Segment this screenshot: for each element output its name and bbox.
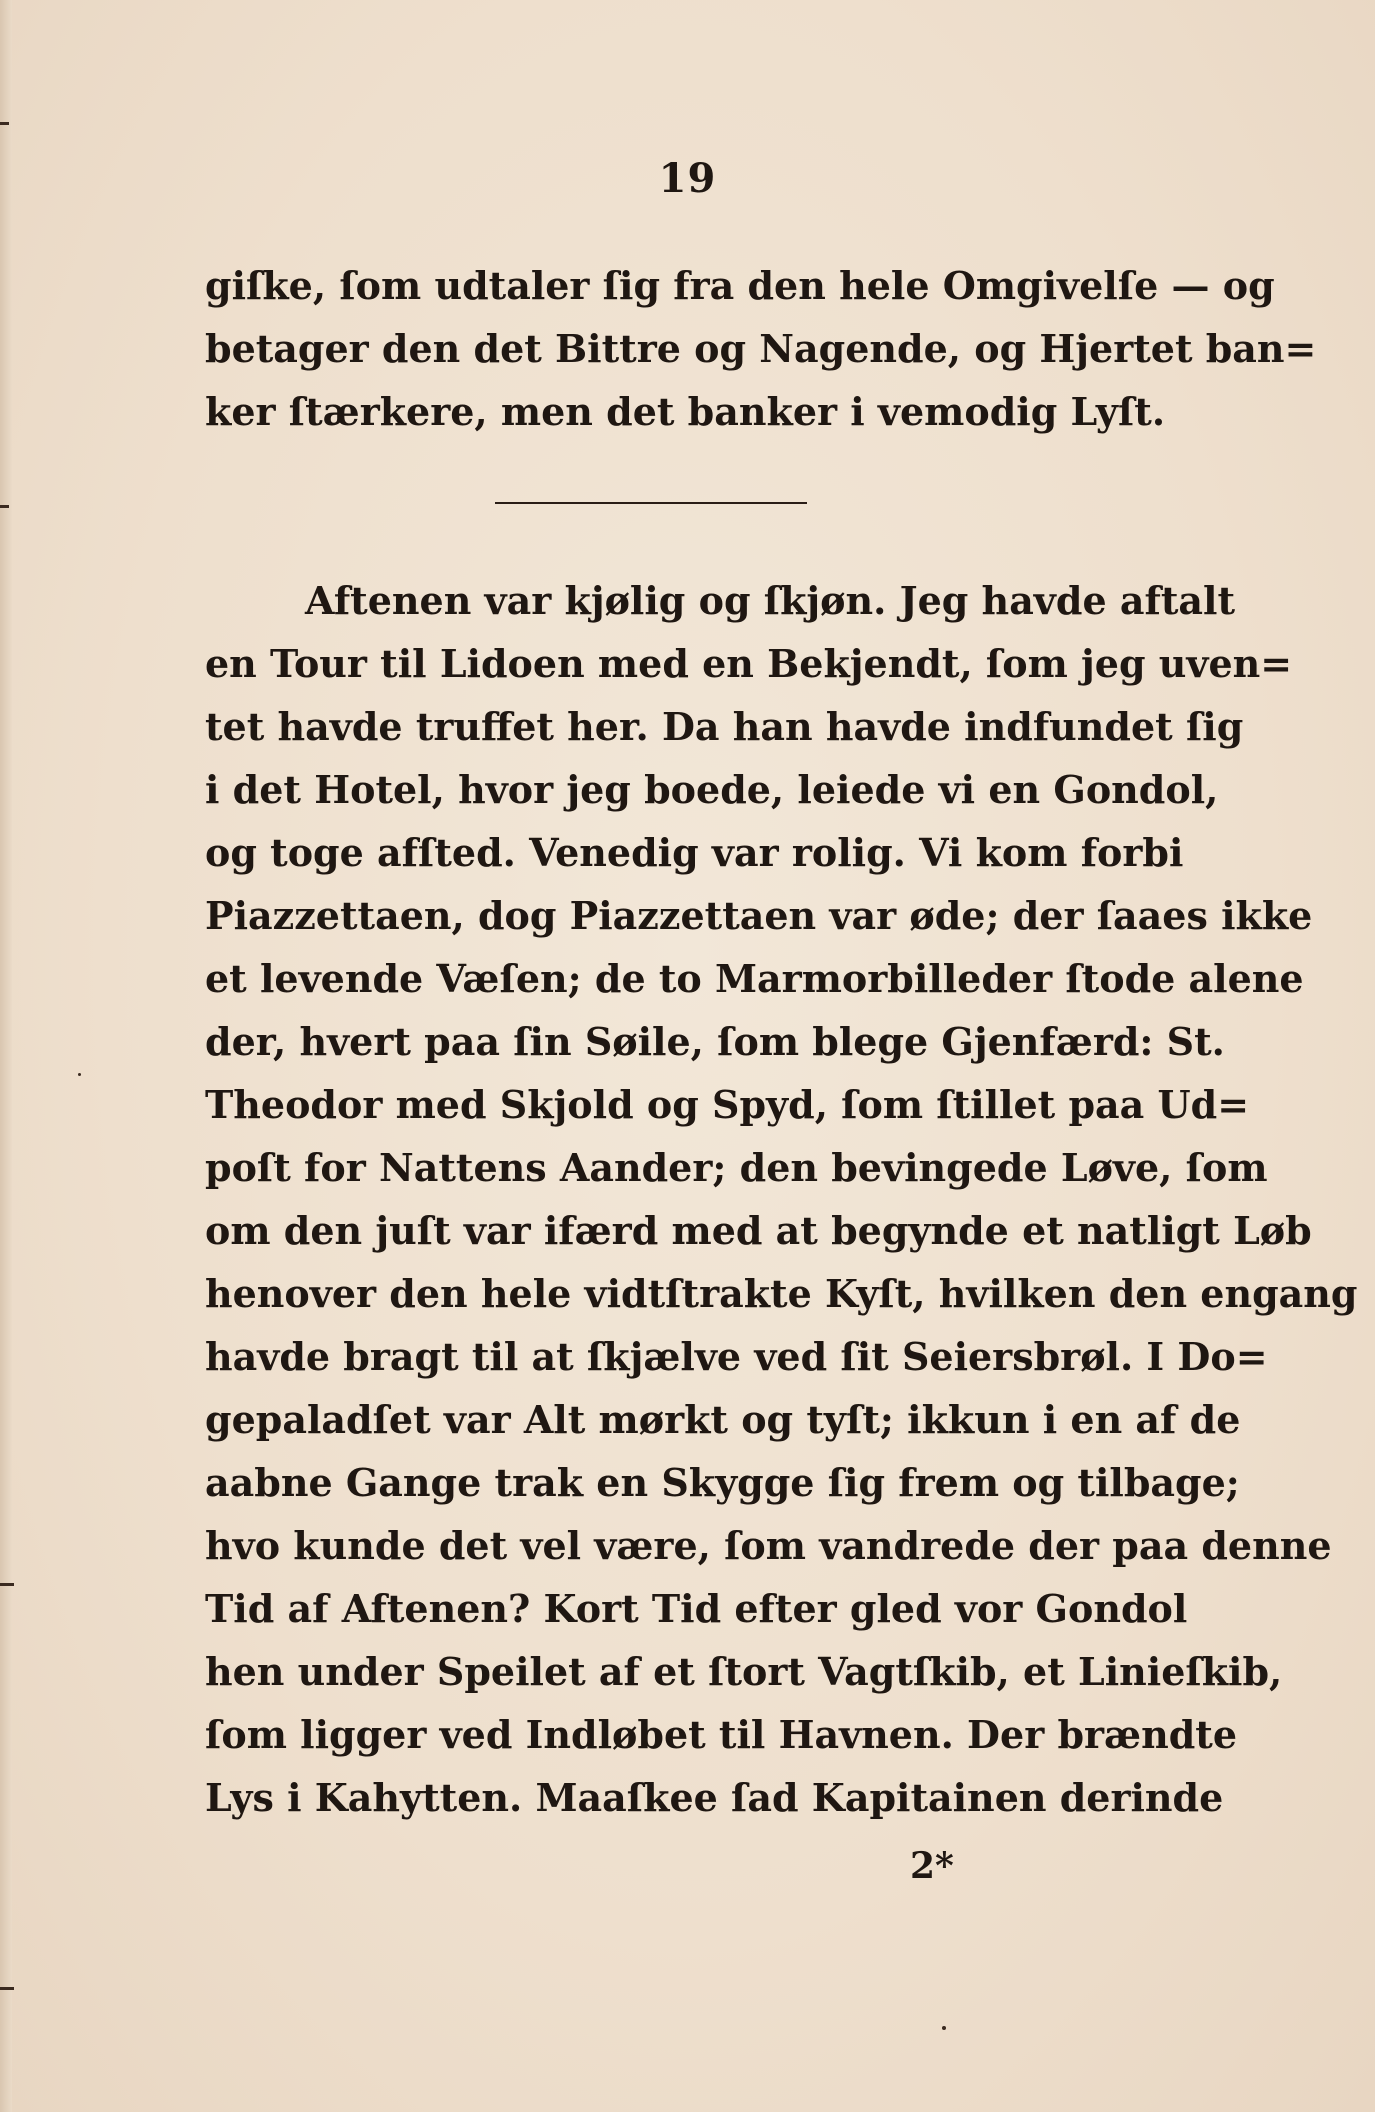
text-line: aabne Gange trak en Skygge ſig frem og tilbage;	[205, 1460, 1240, 1505]
text-line: tet havde truffet her. Da han havde indfundet ſig	[205, 704, 1244, 749]
text-line: poſt for Nattens Aander; den bevingede Løve, ſom	[205, 1145, 1268, 1190]
edge-mark	[0, 1583, 14, 1586]
text-line: Aftenen var kjølig og ſkjøn. Jeg havde aftalt	[305, 578, 1235, 623]
signature-mark: 2*	[910, 1845, 954, 1887]
text-line: i det Hotel, hvor jeg boede, leiede vi en Gondol,	[205, 767, 1219, 812]
text-line: gepaladſet var Alt mørkt og tyſt; ikkun i en af de	[205, 1397, 1241, 1442]
text-line: Lys i Kahytten. Maaſkee ſad Kapitainen derinde	[205, 1775, 1224, 1820]
paper-speck	[78, 1073, 81, 1076]
edge-mark	[0, 505, 9, 508]
text-line: om den juſt var ifærd med at begynde et natligt Løb	[205, 1208, 1312, 1253]
text-line: hvo kunde det vel være, ſom vandrede der paa denne	[205, 1523, 1332, 1568]
paper-speck	[942, 2026, 946, 2030]
text-line: havde bragt til at ſkjælve ved ſit Seiersbrøl. I Do=	[205, 1334, 1268, 1379]
binding-edge	[0, 0, 12, 2112]
text-line: henover den hele vidtſtrakte Kyſt, hvilken den engang	[205, 1271, 1358, 1316]
section-divider	[495, 502, 807, 504]
text-line: Theodor med Skjold og Spyd, ſom ſtillet paa Ud=	[205, 1082, 1250, 1127]
page-number: 19	[658, 155, 717, 202]
text-line: der, hvert paa ſin Søile, ſom blege Gjenfærd: St.	[205, 1019, 1225, 1064]
edge-mark	[0, 122, 9, 125]
edge-mark	[0, 1987, 14, 1990]
text-line: ſom ligger ved Indløbet til Havnen. Der brændte	[205, 1712, 1238, 1757]
text-line: Tid af Aftenen? Kort Tid efter gled vor Gondol	[205, 1586, 1188, 1631]
text-line: en Tour til Lidoen med en Bekjendt, ſom jeg uven=	[205, 641, 1293, 686]
text-line: Piazzettaen, dog Piazzettaen var øde; der ſaaes ikke	[205, 893, 1313, 938]
text-line: et levende Væſen; de to Marmorbilleder ſtode alene	[205, 956, 1304, 1001]
text-line: hen under Speilet af et ſtort Vagtſkib, et Linieſkib,	[205, 1649, 1283, 1694]
text-line: betager den det Bittre og Nagende, og Hjertet ban=	[205, 326, 1317, 371]
text-line: ker ſtærkere, men det banker i vemodig Lyſt.	[205, 389, 1166, 434]
text-line: giſke, ſom udtaler ſig fra den hele Omgivelſe — og	[205, 263, 1275, 308]
text-line: og toge afſted. Venedig var rolig. Vi kom forbi	[205, 830, 1184, 875]
